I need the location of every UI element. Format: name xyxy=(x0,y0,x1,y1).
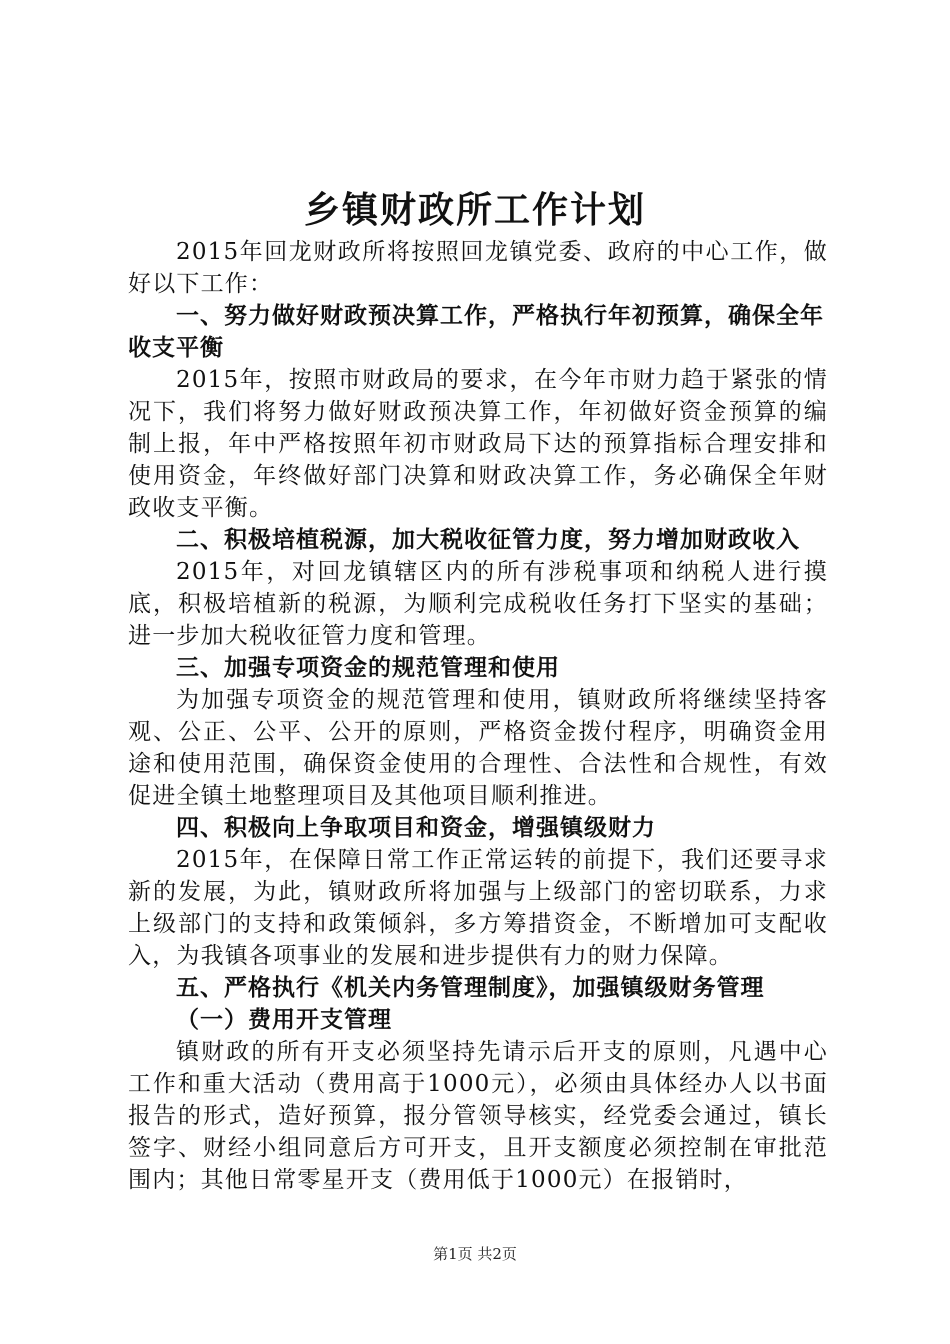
document-title: 乡镇财政所工作计划 xyxy=(303,189,646,231)
section-5-heading: 五、严格执行《机关内务管理制度》，加强镇级财务管理 xyxy=(176,974,765,1001)
section-2-heading: 二、积极培植税源，加大税收征管力度，努力增加财政收入 xyxy=(176,526,800,553)
intro-paragraph: 2015年回龙财政所将按照回龙镇党委、政府的中心工作，做好以下工作： xyxy=(128,239,828,297)
page-footer: 第1页 共2页 xyxy=(433,1245,517,1263)
section-4-heading: 四、积极向上争取项目和资金，增强镇级财力 xyxy=(176,814,656,841)
section-5-paragraph: 镇财政的所有开支必须坚持先请示后开支的原则，凡遇中心工作和重大活动（费用高于1000元），必须由具体经办人以书面报告的形式，造好预算，报分管领导核实，经党委会通过，镇长签字、财经小组同意后方可开支，且开支额度必须控制在审批范围内；其他日常零星开支（费用低于1000元）在报销时， xyxy=(128,1039,828,1193)
section-1-paragraph: 2015年，按照市财政局的要求，在今年市财力趋于紧张的情况下，我们将努力做好财政预决算工作，年初做好资金预算的编制上报，年中严格按照年初市财政局下达的预算指标合理安排和使用资金，年终做好部门决算和财政决算工作，务必确保全年财政收支平衡。 xyxy=(128,367,828,521)
section-3-heading: 三、加强专项资金的规范管理和使用 xyxy=(176,654,560,681)
document-body xyxy=(128,236,828,1196)
section-2-paragraph: 2015年，对回龙镇辖区内的所有涉税事项和纳税人进行摸底，积极培植新的税源，为顺利完成税收任务打下坚实的基础；进一步加大税收征管力度和管理。 xyxy=(128,559,828,649)
section-5-subheading: （一）费用开支管理 xyxy=(176,1006,392,1033)
section-1-heading: 一、努力做好财政预决算工作，严格执行年初预算，确保全年收支平衡 xyxy=(128,302,824,361)
section-3-paragraph: 为加强专项资金的规范管理和使用，镇财政所将继续坚持客观、公正、公平、公开的原则，严格资金拨付程序，明确资金用途和使用范围，确保资金使用的合理性、合法性和合规性，有效促进全镇土地整理项目及其他项目顺利推进。 xyxy=(128,687,828,809)
section-4-paragraph: 2015年，在保障日常工作正常运转的前提下，我们还要寻求新的发展，为此，镇财政所将加强与上级部门的密切联系，力求上级部门的支持和政策倾斜，多方筹措资金，不断增加可支配收入，为我镇各项事业的发展和进步提供有力的财力保障。 xyxy=(128,847,828,969)
